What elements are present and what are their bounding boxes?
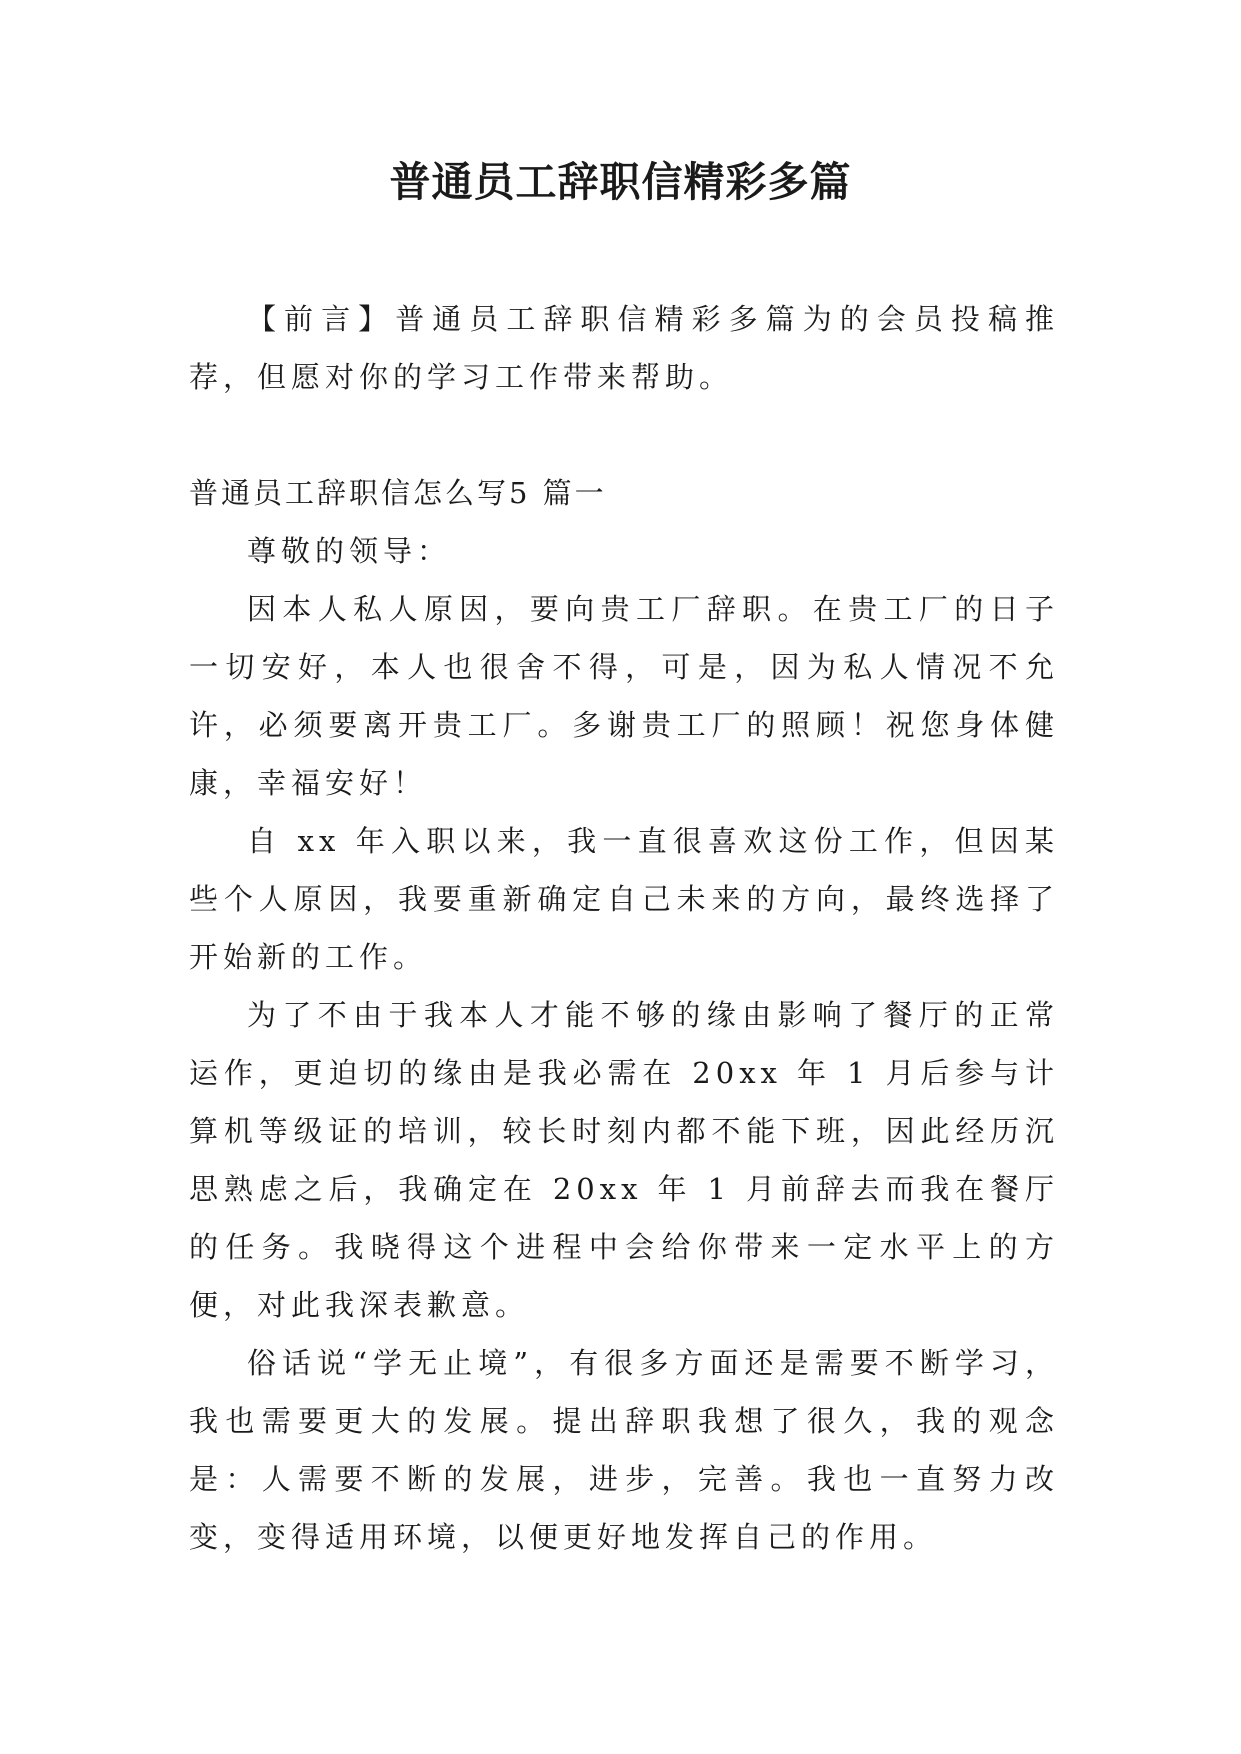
document-title: 普通员工辞职信精彩多篇 [389, 158, 852, 206]
body-paragraph-3: 为了不由于我本人才能不够的缘由影响了餐厅的正常运作，更迫切的缘由是我必需在 20xx 年 1 月后参与计算机等级证的培训，较长时刻内都不能下班，因此经历沉思熟虑之后，我确定在 20xx 年 1 月前辞去而我在餐厅的任务。我晓得这个进程中会给你带来一定水平上的方便，对此我深表歉意。 [189, 998, 1059, 1322]
body-paragraph-1: 因本人私人原因，要向贵工厂辞职。在贵工厂的日子一切安好，本人也很舍不得，可是，因为私人情况不允许，必须要离开贵工厂。多谢贵工厂的照顾！祝您身体健康，幸福安好！ [189, 592, 1059, 800]
body-paragraph-2: 自 xx 年入职以来，我一直很喜欢这份工作，但因某些个人原因，我要重新确定自己未来的方向，最终选择了开始新的工作。 [189, 824, 1059, 974]
body-paragraph-4: 俗话说“学无止境”，有很多方面还是需要不断学习，我也需要更大的发展。提出辞职我想了很久，我的观念是：人需要不断的发展，进步，完善。我也一直努力改变，变得适用环境，以便更好地发挥自己的作用。 [189, 1346, 1059, 1554]
section-heading: 普通员工辞职信怎么写5 篇一 [189, 476, 607, 510]
document-body [189, 290, 1059, 1566]
salutation: 尊敬的领导： [247, 534, 452, 568]
preface-paragraph: 【前言】普通员工辞职信精彩多篇为的会员投稿推荐，但愿对你的学习工作带来帮助。 [189, 302, 1059, 394]
